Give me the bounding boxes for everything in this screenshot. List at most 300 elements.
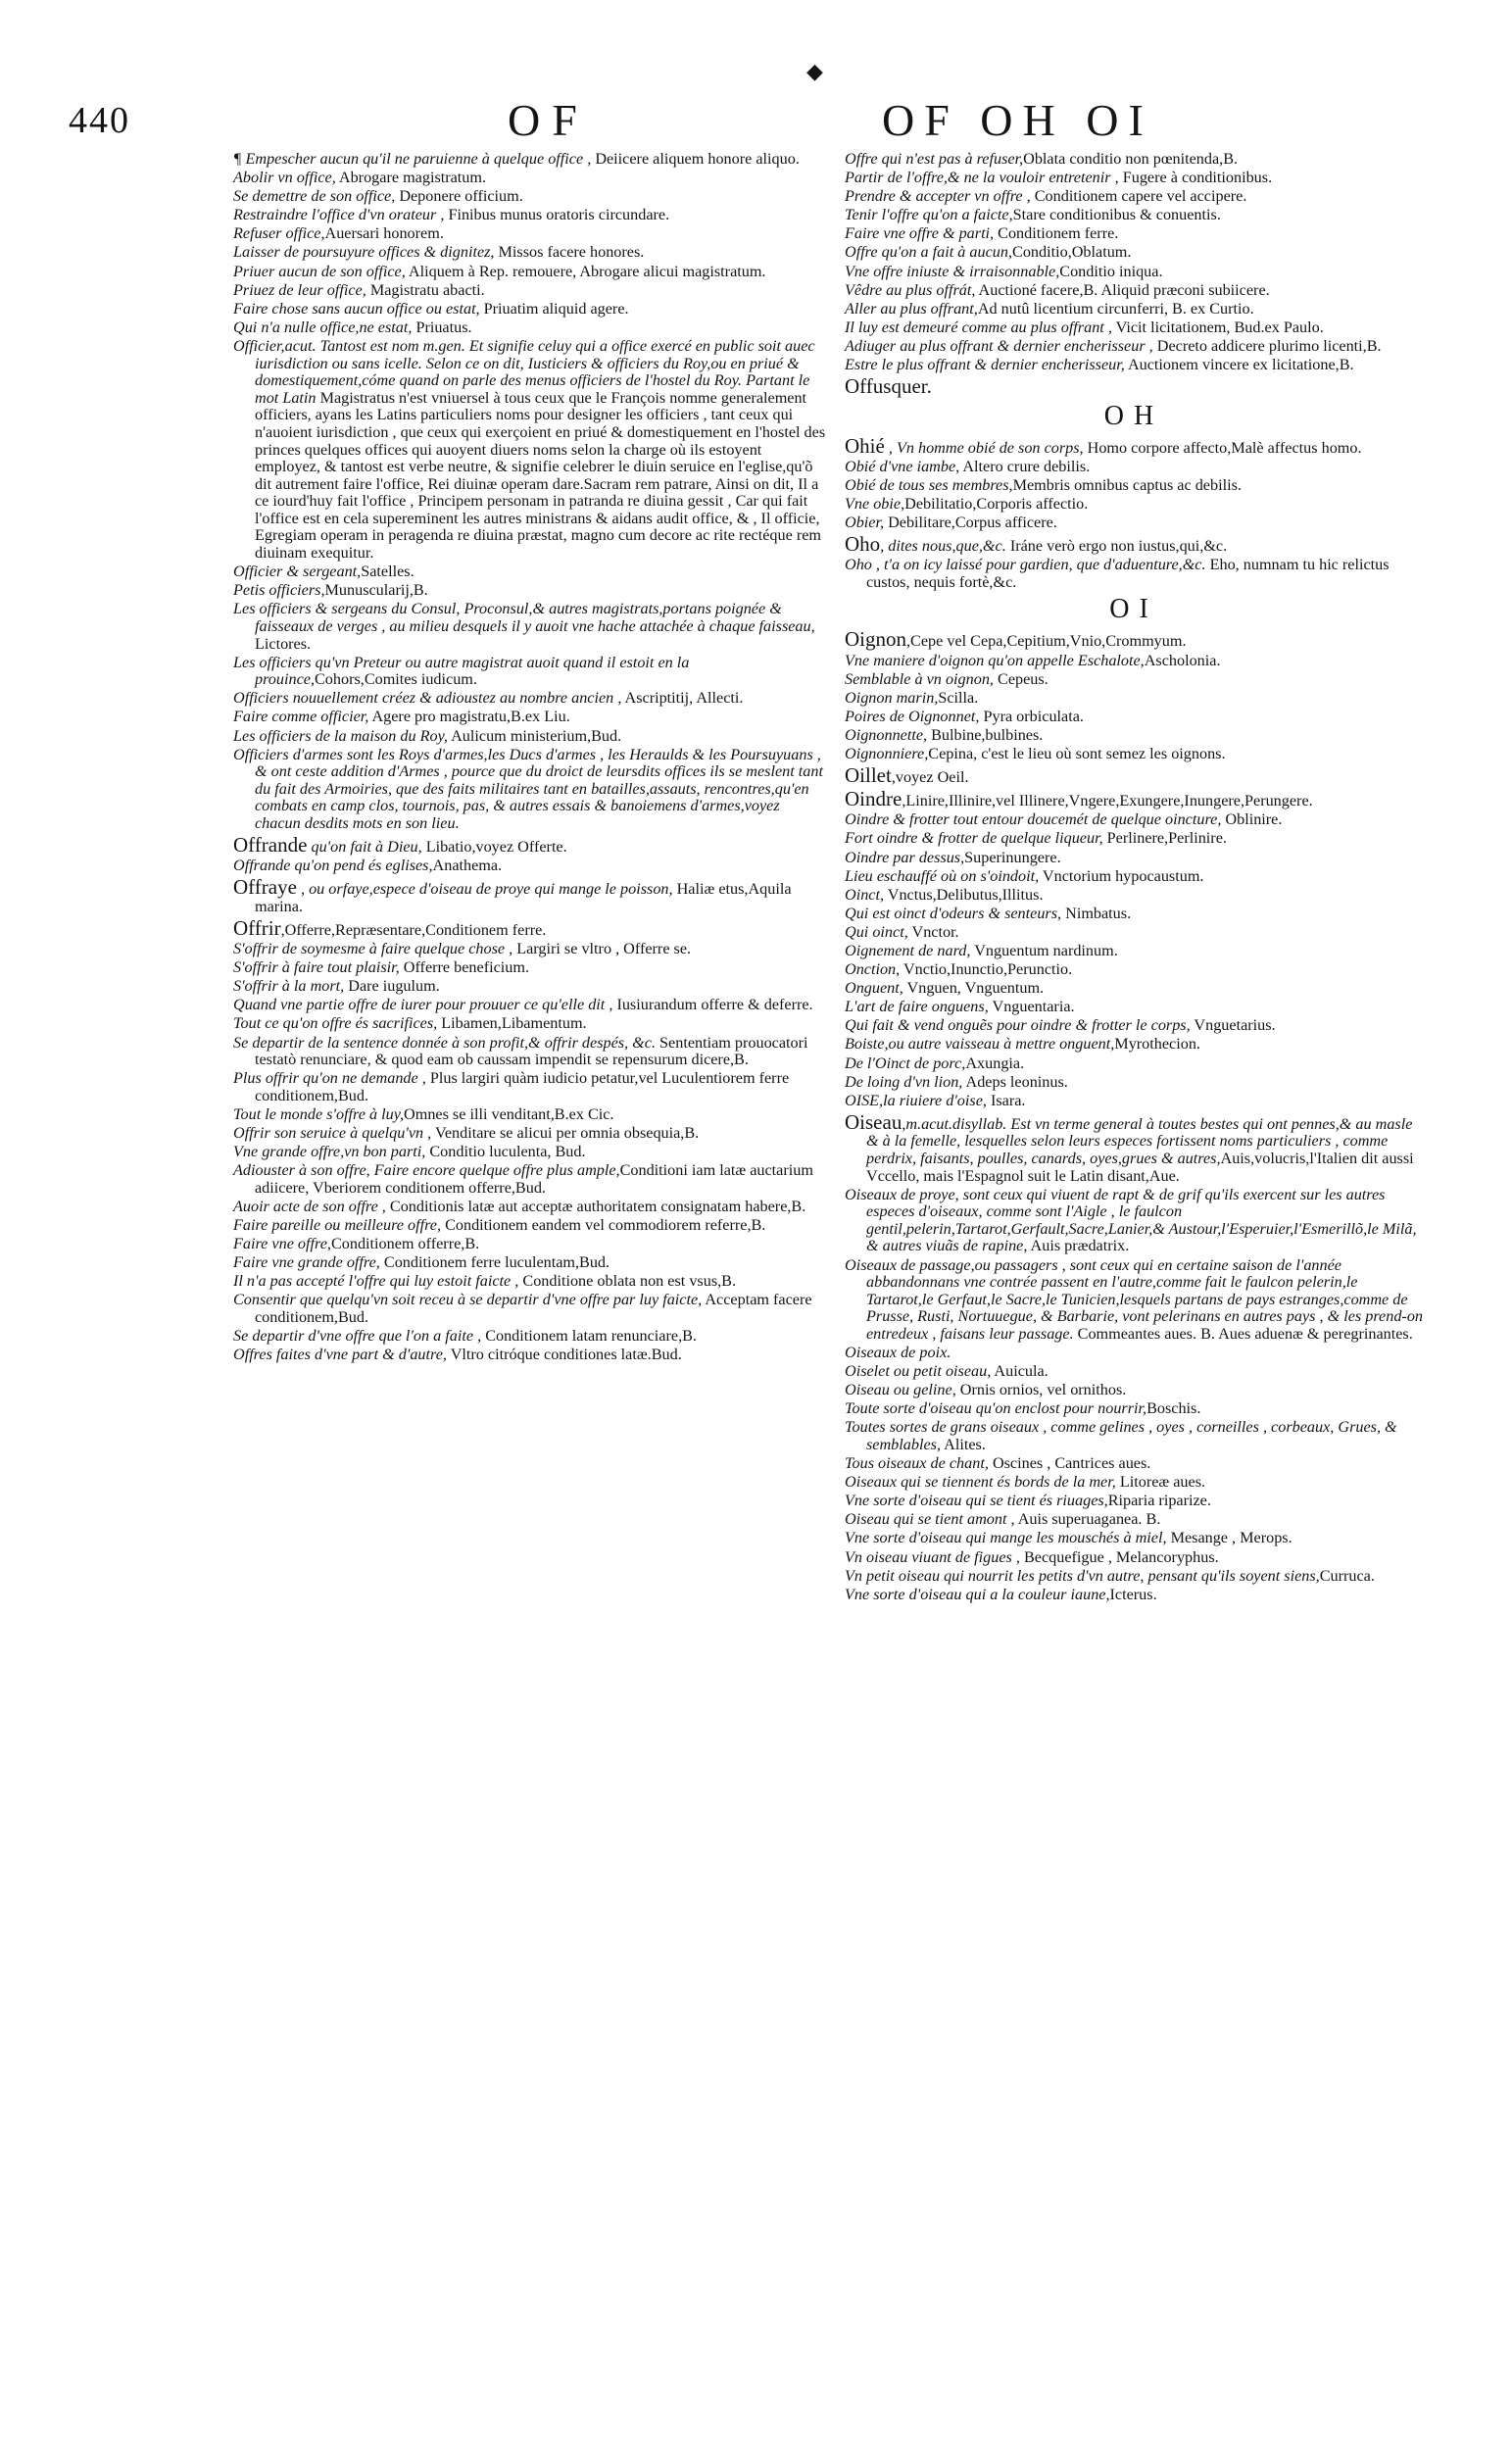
dictionary-entry: [845, 1093, 1423, 1110]
entry-latin-text: Myrothecion.: [1114, 1035, 1200, 1054]
dictionary-entry: [845, 459, 1423, 476]
entry-latin-text: Anathema.: [432, 857, 503, 875]
entry-french-text: Faire vne grande offre,: [233, 1253, 380, 1272]
dictionary-entry: [845, 282, 1423, 300]
dictionary-entry: [845, 244, 1423, 262]
dictionary-entry: [845, 746, 1423, 763]
dictionary-entry: [845, 264, 1423, 281]
entry-french-text: Oindre par dessus,: [845, 848, 965, 866]
entry-french-text: Oiseaux de poix.: [845, 1344, 951, 1362]
entry-french-text: S'offrir à faire tout plaisir,: [233, 958, 400, 977]
entry-latin-text: Libamen,Libamentum.: [437, 1014, 587, 1033]
dictionary-entry: [845, 514, 1423, 532]
entry-french-text: Faire comme officier,: [233, 708, 369, 726]
entry-latin-text: Fugere à conditionibus.: [1118, 169, 1273, 187]
entry-latin-text: Auctionem vincere ex licitatione,B.: [1124, 356, 1354, 374]
entry-latin-text: Venditare se alicui per omnia obsequia,B.: [431, 1123, 700, 1142]
entry-latin-text: Ad nutû licentium circunferri, B. ex Curtio.: [977, 299, 1254, 318]
dictionary-entry: [845, 1055, 1423, 1073]
entry-french-text: Oiseau qui se tient amont ,: [845, 1510, 1015, 1529]
entry-latin-text: Deiicere aliquem honore aliquo.: [591, 150, 800, 168]
dictionary-entry: [233, 225, 828, 243]
entry-latin-text: Ascholonia.: [1144, 651, 1221, 669]
entry-latin-text: Nimbatus.: [1061, 904, 1132, 922]
entry-french-text: Se demettre de son office,: [233, 187, 396, 206]
entry-french-text: Priuez de leur office,: [233, 280, 366, 299]
entry-french-text: Officier & sergeant,: [233, 563, 362, 581]
entry-latin-text: Magistratu abacti.: [366, 280, 485, 299]
dictionary-entry: [233, 728, 828, 746]
entry-french-text: Toute sorte d'oiseau qu'on enclost pour nourrir,: [845, 1399, 1147, 1418]
entry-headword: Oillet: [845, 763, 892, 788]
dictionary-entry: [233, 1328, 828, 1346]
dictionary-entry: [845, 357, 1423, 374]
entry-latin-text: Abrogare magistratum.: [335, 169, 487, 187]
entry-latin-text: Finibus munus oratoris circundare.: [444, 206, 670, 224]
entry-latin-text: Alites.: [940, 1436, 986, 1453]
dictionary-entry: [845, 999, 1423, 1016]
dictionary-entry: [233, 858, 828, 875]
entry-latin-text: Missos facere honores.: [494, 243, 645, 262]
entry-french-text: Obier,: [845, 514, 885, 532]
entry-french-text: Officiers d'armes sont les Roys d'armes,les Ducs d'armes , les Heraulds & les Poursuyuans , & ont ceste addition d'Armes , pource que du droict de leursdits offices ils se meslent tant du fait des Armoiries, que des faits militaires tant en batailles,assauts, rencontres,qu'en combats en camp clos, tournois, pas, & autres essais & banoiemens d'armes,voyez chacun desdits mots en son lieu.: [233, 745, 823, 832]
dictionary-entry: [233, 301, 828, 318]
dictionary-entry: [233, 582, 828, 600]
dictionary-entry: [233, 1254, 828, 1272]
entry-headword: Offraye: [233, 875, 297, 900]
dictionary-entry: [845, 924, 1423, 942]
entry-french-text: Auoir acte de son offre ,: [233, 1197, 386, 1215]
entry-latin-text: Omnes se illi venditant,B.ex Cic.: [404, 1104, 614, 1123]
dictionary-entry: [845, 961, 1423, 979]
entry-latin-text: Ornis ornios, vel ornithos.: [955, 1381, 1127, 1399]
dictionary-entry: [845, 1474, 1423, 1492]
entry-latin-text: Stare conditionibus & conuentis.: [1012, 206, 1221, 224]
entry-latin-text: Aliquem à Rep. remouere, Abrogare alicui magistratum.: [405, 262, 766, 280]
entry-french-text: Toutes sortes de grans oiseaux , comme gelines , oyes , corneilles , corbeaux, Grues, & semblables,: [845, 1418, 1397, 1453]
entry-french-text: Oindre & frotter tout entour doucemét de quelque oincture,: [845, 810, 1222, 829]
dictionary-entry: [845, 906, 1423, 923]
entry-french-text: Laisser de poursuyure offices & dignitez,: [233, 243, 495, 262]
entry-french-text: S'offrir à la mort,: [233, 977, 345, 996]
dictionary-entry: [845, 496, 1423, 514]
dictionary-entry: [233, 709, 828, 726]
dictionary-entry: [233, 655, 828, 689]
entry-latin-text: Vnguentaria.: [988, 998, 1075, 1016]
dictionary-entry: [845, 671, 1423, 689]
dictionary-entry: [845, 1587, 1423, 1604]
dictionary-entry: [233, 1015, 828, 1033]
left-running-head: OF: [508, 95, 589, 145]
entry-french-text: Fort oindre & frotter de quelque liqueur,: [845, 829, 1103, 848]
entry-latin-text: Membris omnibus captus ac debilis.: [1012, 475, 1242, 494]
dictionary-entry: [233, 1217, 828, 1235]
entry-latin-text: Auis,volucris,l'Italien dit aussi Vccello, mais l'Espagnol suit le Latin disant,Aue.: [866, 1150, 1414, 1185]
dictionary-entry: [845, 188, 1423, 206]
entry-french-text: Tous oiseaux de chant,: [845, 1454, 989, 1473]
entry-latin-text: Vnguentum nardinum.: [970, 941, 1118, 959]
entry-latin-text: Curruca.: [1319, 1566, 1375, 1585]
entry-french-text: Estre le plus offrant & dernier encherisseur,: [845, 356, 1125, 374]
dictionary-entry: [845, 727, 1423, 745]
entry-latin-text: Boschis.: [1146, 1399, 1201, 1418]
entry-french-text: Oignonnette,: [845, 725, 928, 744]
dictionary-entry: [845, 980, 1423, 998]
entry-french-text: Les officiers & sergeans du Consul, Proconsul,& autres magistrats,portans poignée & faisseaux de verges , au milieu desquels il y auoit vne hache attachée à chaque faisseau,: [233, 600, 815, 635]
entry-latin-text: Mesange , Merops.: [1166, 1529, 1293, 1547]
entry-latin-text: Superinungere.: [964, 848, 1061, 866]
entry-french-text: Onction,: [845, 960, 901, 979]
entry-latin-text: Aulicum ministerium,Bud.: [447, 726, 622, 745]
entry-french-text: Adiouster à son offre, Faire encore quelque offre plus ample,: [233, 1161, 620, 1180]
entry-latin-text: Vnctio,Inunctio,Perunctio.: [900, 960, 1073, 979]
entry-latin-text: Becquefigue , Melancoryphus.: [1019, 1547, 1219, 1566]
entry-french-text: , Vn homme obié de son corps,: [884, 438, 1084, 457]
entry-latin-text: Eho, numnam tu hic relictus custos, nequis fortè,&c.: [866, 556, 1390, 591]
entry-french-text: Aller au plus offrant,: [845, 299, 978, 318]
entry-french-text: ¶ Empescher aucun qu'il ne paruienne à quelque office ,: [233, 150, 592, 168]
entry-latin-text: Vnctus,Delibutus,Illitus.: [884, 885, 1044, 904]
entry-latin-text: Altero crure debilis.: [959, 457, 1091, 475]
dictionary-entry: [845, 301, 1423, 318]
entry-latin-text: Conditionem eandem vel commodiorem referre,B.: [441, 1215, 766, 1234]
dictionary-entry: [845, 1345, 1423, 1362]
dictionary-entry: [233, 917, 828, 940]
entry-latin-text: ,voyez Oeil.: [891, 768, 969, 787]
dictionary-entry: [845, 1511, 1423, 1529]
dictionary-entry: [845, 319, 1423, 337]
dictionary-entry: [845, 170, 1423, 187]
dictionary-entry: [233, 207, 828, 224]
entry-latin-text: ,Cepe vel Cepa,Cepitium,Vnio,Crommyum.: [906, 632, 1187, 651]
entry-french-text: Offres faites d'vne part & d'autre,: [233, 1346, 447, 1364]
dictionary-entry: [845, 557, 1423, 591]
dictionary-entry: [845, 1187, 1423, 1255]
dictionary-entry: [233, 170, 828, 187]
entry-french-text: Vne obie,: [845, 495, 905, 513]
dictionary-entry: [845, 477, 1423, 495]
entry-french-text: L'art de faire onguens,: [845, 998, 989, 1016]
entry-latin-text: Ascriptitij, Allecti.: [621, 689, 744, 708]
entry-french-text: Consentir que quelqu'vn soit receu à se departir d'vne offre par luy faicte,: [233, 1291, 703, 1309]
entry-french-text: Qui est oinct d'odeurs & senteurs,: [845, 904, 1062, 922]
dictionary-entry: [845, 1568, 1423, 1586]
entry-latin-text: Oscines , Cantrices aues.: [988, 1454, 1151, 1473]
entry-latin-text: Deponere officium.: [395, 187, 523, 206]
entry-headword: Offrir: [233, 915, 281, 940]
dictionary-entry: [233, 1236, 828, 1253]
entry-latin-text: Cepeus.: [993, 669, 1049, 688]
entry-french-text: Il n'a pas accepté l'offre qui luy estoit faicte ,: [233, 1272, 519, 1291]
entry-french-text: Lieu eschauffé où on s'oindoit,: [845, 866, 1040, 885]
entry-latin-text: Acceptam facere conditionem,Bud.: [255, 1291, 812, 1326]
printer-mark: ◆: [806, 59, 823, 84]
entry-latin-text: Conditionem latam renunciare,B.: [481, 1327, 697, 1345]
dictionary-entry: [845, 764, 1423, 787]
dictionary-entry: [233, 997, 828, 1014]
entry-french-text: Obié d'vne iambe,: [845, 457, 960, 475]
dictionary-entry: [233, 319, 828, 337]
entry-french-text: , ou orfaye,espece d'oiseau de proye qui mange le poisson,: [296, 880, 673, 899]
entry-french-text: Qui n'a nulle office,ne estat,: [233, 318, 413, 336]
entry-latin-text: Pyra orbiculata.: [979, 707, 1084, 725]
dictionary-entry: [845, 628, 1423, 651]
entry-french-text: Faire pareille ou meilleure offre,: [233, 1215, 442, 1234]
dictionary-entry: [845, 788, 1423, 810]
entry-french-text: Oiseaux qui se tiennent és bords de la mer,: [845, 1473, 1116, 1492]
entry-latin-text: Debilitatio,Corporis affectio.: [904, 495, 1089, 513]
dictionary-entry: [845, 1111, 1423, 1185]
entry-latin-text: Libatio,voyez Offerte.: [421, 838, 567, 857]
dictionary-entry: [845, 830, 1423, 848]
entry-french-text: Tout ce qu'on offre és sacrifices,: [233, 1014, 438, 1033]
entry-french-text: S'offrir de soymesme à faire quelque chose ,: [233, 940, 513, 958]
entry-latin-text: Conditionem ferre.: [994, 224, 1119, 243]
entry-latin-text: Plus largiri quàm iudicio petatur,vel Luculentiorem ferre conditionem,Bud.: [255, 1069, 790, 1104]
dictionary-entry: [233, 978, 828, 996]
dictionary-entry: [233, 941, 828, 958]
dictionary-entry: [845, 151, 1423, 169]
entry-headword: Offusquer.: [845, 374, 932, 399]
entry-latin-text: Isara.: [986, 1091, 1026, 1109]
dictionary-entry: [845, 1363, 1423, 1381]
entry-latin-text: Conditio luculenta, Bud.: [425, 1143, 586, 1161]
entry-latin-text: Cepina, c'est le lieu où sont semez les oignons.: [928, 745, 1226, 763]
entry-french-text: Vne grande offre,vn bon parti,: [233, 1143, 426, 1161]
entry-latin-text: Agere pro magistratu,B.ex Liu.: [368, 708, 570, 726]
entry-latin-text: Conditionem ferre luculentam,Bud.: [379, 1253, 610, 1272]
entry-french-text: Officiers nouuellement créez & adioustez au nombre ancien ,: [233, 689, 622, 708]
entry-latin-text: Perlinere,Perlinire.: [1102, 829, 1227, 848]
dictionary-entry: [233, 1035, 828, 1069]
entry-french-text: Vn oiseau viuant de figues ,: [845, 1547, 1020, 1566]
entry-french-text: Oiseau ou geline,: [845, 1381, 956, 1399]
entry-french-text: Petis officiers,: [233, 581, 325, 600]
entry-french-text: Partir de l'offre,& ne la vouloir entretenir ,: [845, 169, 1119, 187]
entry-french-text: Vne sorte d'oiseau qui a la couleur iaune,: [845, 1585, 1110, 1603]
entry-french-text: De loing d'vn lion,: [845, 1072, 963, 1091]
entry-latin-text: Auersari honorem.: [324, 224, 444, 243]
right-running-head: OF OH OI: [882, 95, 1153, 145]
dictionary-entry: [845, 225, 1423, 243]
dictionary-entry: [845, 533, 1423, 556]
entry-headword: Offrande: [233, 833, 308, 858]
entry-latin-text: Decreto addicere plurimo licenti,B.: [1152, 336, 1382, 355]
entry-french-text: Oignon marin,: [845, 688, 939, 707]
dictionary-entry: [845, 1017, 1423, 1035]
entry-latin-text: Conditio iniqua.: [1059, 262, 1163, 280]
right-column: [845, 151, 1423, 1605]
entry-french-text: Oiseaux de passage,ou passagers , sont ceux qui en certaine saison de l'année abbandonnans vne contrée passent en l'autre,comme fait le faulcon pelerin,le Tartarot,le Gerfaut,le Sacre,le Tunicien,lesquels partans de pays estranges,comme de Prusse, Rusti, Nortuuegue, & Barbarie, vont pelerinans en autres pays , & les prend-on entredeux , faisans leur passage.: [845, 1255, 1424, 1343]
dictionary-entry: [233, 1199, 828, 1216]
dictionary-entry: [845, 1419, 1423, 1453]
dictionary-entry: [233, 151, 828, 169]
dictionary-entry: [233, 338, 828, 563]
dictionary-entry: [845, 1257, 1423, 1344]
entry-latin-text: Haliæ etus,Aquila marina.: [255, 880, 792, 915]
dictionary-entry: [233, 690, 828, 708]
entry-french-text: Offrir son seruice à quelqu'vn ,: [233, 1123, 432, 1142]
dictionary-entry: [233, 1273, 828, 1291]
entry-latin-text: ,Linire,Illinire,vel Illinere,Vngere,Exungere,Inungere,Perungere.: [902, 792, 1313, 810]
entry-french-text: Quand vne partie offre de iurer pour prouuer ce qu'elle dit ,: [233, 996, 613, 1014]
dictionary-entry: [845, 1549, 1423, 1567]
section-heading: OI: [1109, 594, 1158, 625]
entry-latin-text: Vltro citróque conditiones latæ.Bud.: [446, 1346, 682, 1364]
entry-latin-text: Conditioni iam latæ auctarium adiicere, Vberiorem conditionem offerre,Bud.: [255, 1161, 813, 1197]
entry-latin-text: Commeantes aues. B. Aues aduenæ & peregrinantes.: [1073, 1324, 1413, 1343]
entry-latin-text: Vnctor.: [907, 922, 959, 941]
dictionary-entry: [845, 1530, 1423, 1547]
entry-french-text: , dites nous,que,&c.: [880, 537, 1006, 556]
entry-french-text: Vn petit oiseau qui nourrit les petits d'vn autre, pensant qu'ils soyent siens,: [845, 1566, 1320, 1585]
entry-headword: Oignon: [845, 627, 906, 652]
dictionary-entry: [233, 959, 828, 977]
dictionary-entry: [845, 207, 1423, 224]
entry-french-text: Tenir l'offre qu'on a faicte,: [845, 206, 1013, 224]
entry-latin-text: Adeps leoninus.: [962, 1072, 1068, 1091]
entry-latin-text: Litoreæ aues.: [1115, 1473, 1206, 1492]
page-number: 440: [69, 100, 130, 141]
dictionary-entry: [233, 747, 828, 833]
entry-french-text: Faire vne offre & parti,: [845, 224, 995, 243]
dictionary-entry: [845, 1382, 1423, 1399]
entry-french-text: Les officiers qu'vn Preteur ou autre magistrat auoit quand il estoit en la prouince,: [233, 653, 690, 689]
entry-french-text: Se departir de la sentence donnée à son profit,& offrir despés, &c.: [233, 1033, 656, 1052]
entry-french-text: Se departir d'vne offre que l'on a faite ,: [233, 1327, 482, 1345]
dictionary-entry: [233, 188, 828, 206]
entry-latin-text: Conditionem capere vel accipere.: [1030, 187, 1247, 206]
entry-french-text: Abolir vn office,: [233, 169, 336, 187]
dictionary-entry: [233, 564, 828, 581]
dictionary-entry: [845, 338, 1423, 356]
entry-french-text: Tout le monde s'offre à luy,: [233, 1104, 405, 1123]
entry-french-text: Faire chose sans aucun office ou estat,: [233, 299, 480, 318]
dictionary-entry: [233, 244, 828, 262]
entry-latin-text: Sententiam prouocatori testatò renunciare, & quod eam ob caussam impendit se repensurum dicere,B.: [255, 1033, 808, 1069]
entry-french-text: Vne maniere d'oignon qu'on appelle Eschalote,: [845, 651, 1145, 669]
dictionary-entry: [845, 690, 1423, 708]
entry-french-text: Qui oinct,: [845, 922, 908, 941]
dictionary-entry: [233, 1162, 828, 1197]
entry-latin-text: Vnguen, Vnguentum.: [902, 979, 1045, 998]
entry-french-text: ,m.acut.disyllab. Est vn terme general à toutes bestes qui ont pennes,& au masle & à la femelle, lesquelles selon leurs especes fortissent noms particuliers , comme perdrix, faisants, poulles, canards, oyes,grues & autres,: [866, 1114, 1413, 1167]
dictionary-entry: [845, 887, 1423, 905]
entry-latin-text: Cohors,Comites iudicum.: [315, 670, 477, 689]
dictionary-entry: [233, 1125, 828, 1143]
dictionary-entry: [845, 375, 1423, 398]
entry-latin-text: Priuatim aliquid agere.: [479, 299, 629, 318]
entry-latin-text: Axungia.: [965, 1054, 1025, 1072]
entry-latin-text: Icterus.: [1109, 1585, 1157, 1603]
entry-latin-text: Vnctorium hypocaustum.: [1039, 866, 1204, 885]
entry-latin-text: Iráne verò ergo non iustus,qui,&c.: [1005, 537, 1228, 556]
entry-latin-text: Debilitare,Corpus afficere.: [884, 514, 1057, 532]
dictionary-entry: [845, 1074, 1423, 1092]
entry-latin-text: Oblinire.: [1221, 810, 1283, 829]
entry-latin-text: Auicula.: [991, 1362, 1049, 1381]
entry-french-text: Offre qu'on a fait à aucun,: [845, 243, 1013, 262]
entry-french-text: Poires de Oignonnet,: [845, 707, 980, 725]
entry-french-text: qu'on fait à Dieu,: [307, 838, 422, 857]
entry-french-text: Oinct,: [845, 885, 885, 904]
entry-latin-text: Conditione oblata non est vsus,B.: [518, 1272, 737, 1291]
entry-latin-text: Vicit licitationem, Bud.ex Paulo.: [1111, 318, 1324, 336]
entry-headword: Oiseau: [845, 1109, 902, 1134]
section-heading: OH: [1103, 400, 1164, 431]
entry-latin-text: Homo corpore affecto,Malè affectus homo.: [1083, 438, 1362, 457]
entry-french-text: Vne sorte d'oiseau qui se tient és riuages,: [845, 1492, 1108, 1510]
entry-latin-text: Offerre beneficium.: [399, 958, 530, 977]
dictionary-entry: [845, 709, 1423, 726]
entry-latin-text: Munuscularij,B.: [324, 581, 428, 600]
dictionary-entry: [845, 435, 1423, 458]
entry-french-text: Il luy est demeuré comme au plus offrant ,: [845, 318, 1112, 336]
entry-french-text: Offre qui n'est pas à refuser,: [845, 150, 1024, 168]
dictionary-entry: [233, 282, 828, 300]
entry-latin-text: Priuatus.: [412, 318, 472, 336]
left-column: [233, 151, 828, 1365]
dictionary-entry: [845, 943, 1423, 960]
entry-french-text: Offrande qu'on pend és eglises,: [233, 857, 433, 875]
entry-latin-text: Conditio,Oblatum.: [1012, 243, 1132, 262]
entry-french-text: De l'Oinct de porc,: [845, 1054, 966, 1072]
entry-latin-text: Conditionem offerre,B.: [330, 1235, 480, 1253]
entry-french-text: Qui fait & vend onguẽs pour oindre & frotter le corps,: [845, 1016, 1191, 1035]
entry-headword: Ohié: [845, 433, 885, 458]
entry-french-text: Plus offrir qu'on ne demande ,: [233, 1069, 426, 1088]
entry-french-text: Refuser office,: [233, 224, 325, 243]
entry-latin-text: Satelles.: [361, 563, 415, 581]
dictionary-entry: [845, 811, 1423, 829]
entry-latin-text: Riparia riparize.: [1107, 1492, 1211, 1510]
dictionary-entry: [233, 1070, 828, 1104]
entry-latin-text: Vnguetarius.: [1190, 1016, 1276, 1035]
dictionary-entry: [233, 1292, 828, 1326]
entry-latin-text: Auis prædatrix.: [1027, 1237, 1130, 1255]
dictionary-entry: [233, 601, 828, 653]
entry-french-text: Semblable à vn oignon,: [845, 669, 994, 688]
entry-latin-text: ,Offerre,Repræsentare,Conditionem ferre.: [280, 920, 547, 939]
dictionary-entry: [845, 1036, 1423, 1054]
entry-french-text: OISE,la riuiere d'oise,: [845, 1091, 987, 1109]
entry-headword: Oindre: [845, 787, 902, 811]
entry-french-text: Oiselet ou petit oiseau,: [845, 1362, 992, 1381]
entry-french-text: Onguent,: [845, 979, 903, 998]
dictionary-entry: [845, 1455, 1423, 1473]
entry-french-text: Adiuger au plus offrant & dernier encherisseur ,: [845, 336, 1153, 355]
dictionary-entry: [845, 868, 1423, 886]
dictionary-entry: [233, 876, 828, 915]
entry-french-text: Oiseaux de proye, sont ceux qui viuent de rapt & de grif qu'ils exercent sur les autres especes d'oiseaux, comme sont l'Aigle , le faulcon gentil,pelerin,Tartarot,Gerfault,Sacre,Lanier,& Austour,l'Esperuier,l'Esmerillõ,le Milã, & autres viuãs de rapine,: [845, 1185, 1417, 1255]
entry-latin-text: Largiri se vltro , Offerre se.: [512, 940, 692, 958]
entry-latin-text: Auctioné facere,B. Aliquid præconi subiicere.: [975, 280, 1270, 299]
entry-latin-text: Dare iugulum.: [344, 977, 440, 996]
dictionary-entry: [845, 653, 1423, 670]
entry-french-text: Oho , t'a on icy laissé pour gardien, que d'aduenture,&c.: [845, 556, 1206, 574]
entry-latin-text: Iusiurandum offerre & deferre.: [612, 996, 813, 1014]
entry-latin-text: Oblata conditio non pœnitenda,B.: [1023, 150, 1239, 168]
entry-french-text: Prendre & accepter vn offre ,: [845, 187, 1031, 206]
entry-french-text: Officier,acut. Tantost est nom m.gen. Et signifie celuy qui a office exercé en public soit auec iurisdiction ou sans icelle. Selon ce on dit, Iusticiers & officiers du Roy,ou en priué & domestiquement,cóme quand on parle des menus officiers de l'hostel du Roy. Partant le mot Latin: [233, 336, 815, 407]
dictionary-entry: [233, 834, 828, 857]
entry-french-text: Les officiers de la maison du Roy,: [233, 726, 448, 745]
entry-latin-text: Bulbine,bulbines.: [927, 725, 1044, 744]
entry-latin-text: Magistratus n'est vniuersel à tous ceux que le François nomme generalement officiers, ayans les Latins particuliers noms pour designer les officiers , tant ceux qui n'auoient iurisdiction , que ceux qui exerçoient en priué & domestiquement en l'hostel des princes quelques offices qui auoyent diuers noms selon la charge où ils estoyent employez, & tantost est verbe neutre, & signifie celebrer le diuin seruice en l'eglise,qu'õ dit autrement faire l'office, Rei diuinæ operam dare.Sacram rem patrare, Ainsi on dit, Il a ce iourd'huy fait l'office , Principem personam in patranda re diuina gessit , Car qui fait l'office est en cela supereminent les autres ministrans & aidans audit office, & , Il officie, Egregiam operam in peragenda re diuina præstat, magno cum decore ac rite rectéque rem diuinam exequitur.: [255, 388, 826, 563]
dictionary-entry: [845, 1493, 1423, 1510]
entry-french-text: Obié de tous ses membres,: [845, 475, 1013, 494]
entry-french-text: Oignement de nard,: [845, 941, 971, 959]
